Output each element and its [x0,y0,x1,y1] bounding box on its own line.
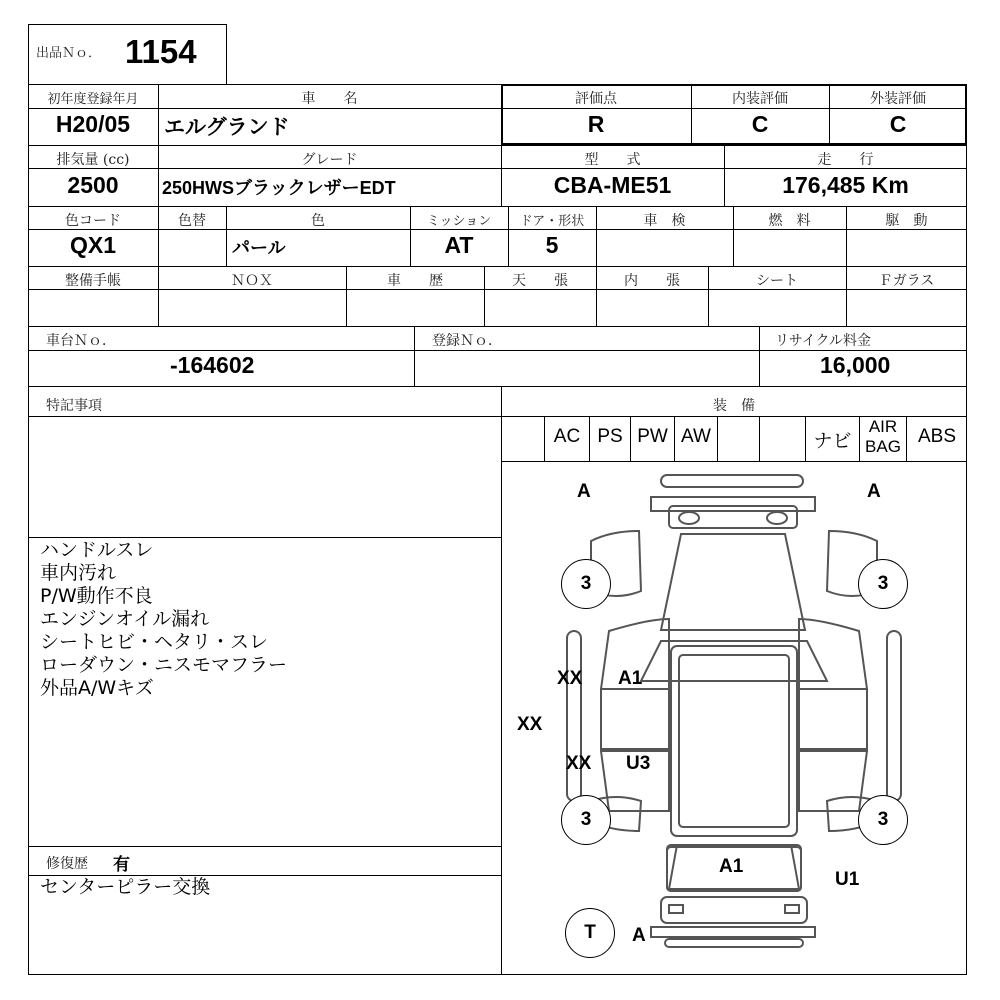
note-line: 外品A/Wキズ [40,677,154,699]
interior-value: C [751,111,769,137]
interior-label: 内装評価 [732,91,788,107]
lot-number-label: 出品Ｎｏ． [36,46,102,61]
maintenance-label: 整備手帳 [65,273,121,289]
note-line: ハンドルスレ [40,539,154,561]
first-reg-label: 初年度登録年月 [47,92,139,107]
note-line: 車内汚れ [40,562,117,584]
displacement-value: 2500 [67,172,119,198]
mark-front-left: A [577,481,591,502]
repair-label: 修復歴 [46,856,88,872]
color-code-label: 色コード [65,213,121,229]
mark-front-right: A [867,481,881,502]
grade-label: グレード [301,152,358,168]
model-label: 型 式 [584,152,641,168]
equipment-airbag: AIR BAG [865,417,901,456]
score-label: 評価点 [575,91,617,107]
car-name-label: 車 名 [301,91,358,107]
car-diagram [501,461,967,975]
glass-label: Ｆガラス [878,273,935,289]
note-line: ローダウン・ニスモマフラー [40,654,288,676]
repaint-label: 色替 [178,213,206,229]
equipment-ps: PS [597,426,623,447]
chassis-label: 車台Ｎｏ． [46,333,116,349]
note-line: エンジンオイル漏れ [40,608,210,630]
displacement-label: 排気量 (cc) [56,152,130,168]
mark-center-a1: A1 [618,668,643,689]
chassis-value: -164602 [170,352,255,378]
seat-label: シート [756,273,798,289]
color-code-value: QX1 [69,232,117,258]
exterior-label: 外装評価 [870,91,926,107]
score-value: R [587,111,605,137]
tire-rear-right: 3 [858,795,908,845]
color-value: パール [232,238,286,258]
tire-front-left: 3 [561,559,611,609]
car-name-value: エルグランド [164,116,290,139]
mark-rear-panel: A1 [719,856,744,877]
equipment-pw: PW [637,426,668,447]
repair-detail: センターピラー交換 [40,876,211,898]
recycle-label: リサイクル料金 [775,333,872,349]
tire-rear-left: 3 [561,795,611,845]
note-line: シートヒビ・ヘタリ・スレ [40,631,269,653]
mark-rear-bumper: A [632,925,646,946]
lot-number: 1154 [125,33,197,70]
registration-label: 登録Ｎｏ． [432,333,502,349]
spare-tire: T [565,908,615,958]
color-label: 色 [311,213,325,229]
mileage-value: 176,485 Km [782,172,909,198]
equipment-navi: ナビ [813,431,852,452]
mission-label: ミッション [426,214,492,229]
mileage-label: 走 行 [817,152,874,168]
mark-left-front-door: XX [557,668,583,689]
mark-left-rear-door: XX [566,753,592,774]
equipment-abs: ABS [917,426,957,447]
notes-label: 特記事項 [46,398,102,414]
mark-rear-right: U1 [835,869,860,890]
doors-value: 5 [545,232,559,258]
roof-label: 天 張 [512,273,568,289]
drive-label: 駆 動 [885,213,928,229]
history-label: 車 歴 [387,273,443,289]
grade-value: 250HWSブラックレザーEDT [162,178,396,198]
note-line: P/W動作不良 [40,585,153,607]
inspection-label: 車 検 [643,213,686,229]
tire-front-right: 3 [858,559,908,609]
interior-lining-label: 内 張 [624,273,680,289]
notes-list [40,539,287,700]
recycle-value: 16,000 [820,352,891,378]
first-reg-value: H20/05 [55,111,131,137]
doors-label: ドア・形状 [519,214,585,229]
mark-center-u3: U3 [626,753,651,774]
model-value: CBA-ME51 [553,172,672,198]
nox-label: ＮＯＸ [231,273,273,289]
equipment-label: 装 備 [713,398,755,414]
mission-value: AT [444,232,474,258]
equipment-ac: AC [553,426,581,447]
exterior-value: C [889,111,907,137]
fuel-label: 燃 料 [768,213,811,229]
mark-left-side: XX [517,714,543,735]
repair-value: 有 [113,855,130,874]
equipment-aw: AW [681,426,711,447]
